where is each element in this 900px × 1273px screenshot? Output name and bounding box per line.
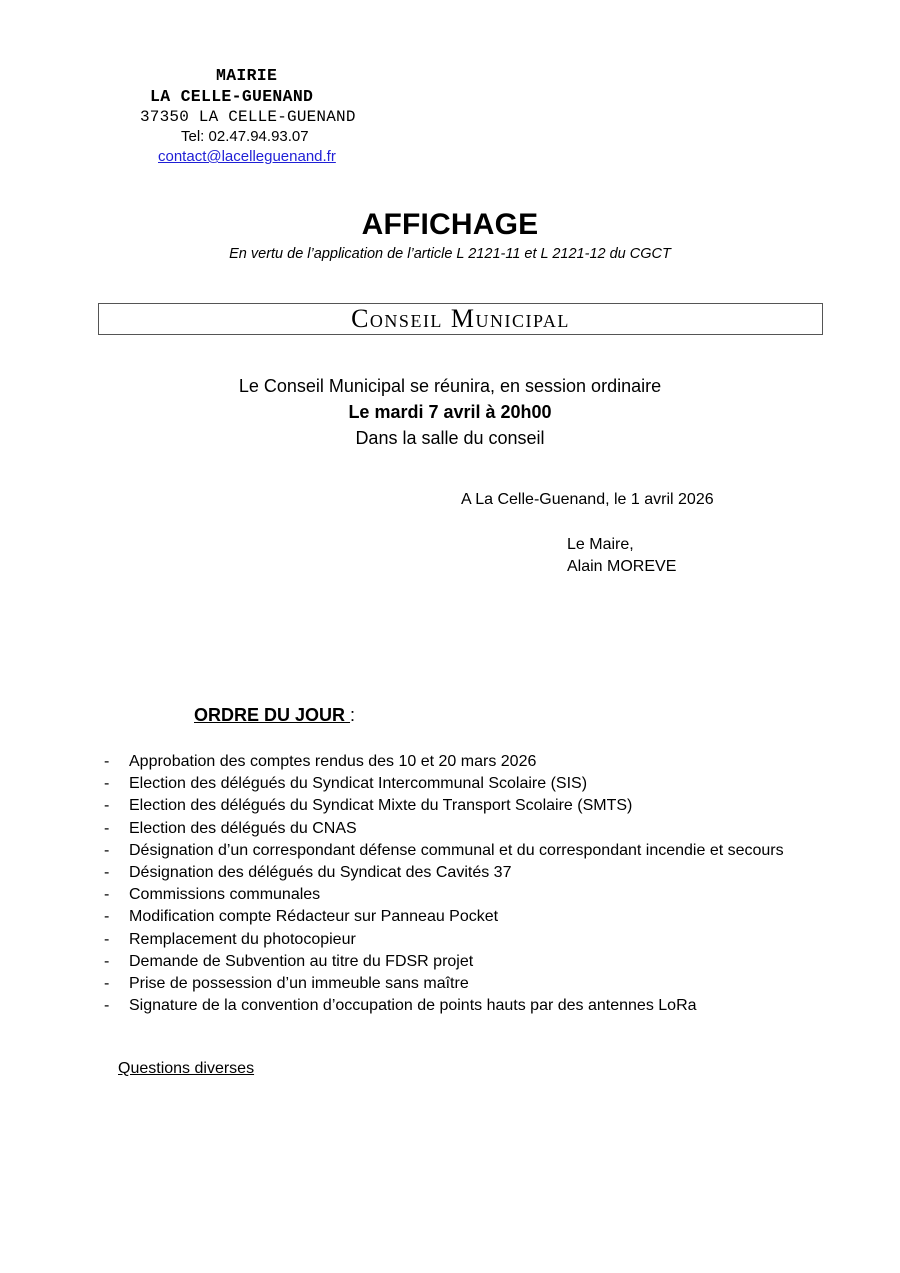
- session-date: Le mardi 7 avril à 20h00: [348, 402, 552, 422]
- agenda-item-text: Signature de la convention d’occupation de points hauts par des antennes LoRa: [129, 997, 697, 1015]
- bullet-dash: -: [104, 841, 110, 859]
- agenda-item-text: Election des délégués du Syndicat Mixte du Transport Scolaire (SMTS): [129, 797, 633, 815]
- bullet-dash: -: [104, 930, 110, 948]
- agenda-item-text: Désignation d’un correspondant défense communal et du correspondant incendie et secours: [129, 841, 784, 859]
- bullet-dash: -: [104, 753, 110, 770]
- bullet-dash: -: [104, 886, 110, 904]
- signature-title: Le Maire,: [567, 536, 634, 553]
- mairie-label: MAIRIE: [216, 66, 278, 85]
- legal-reference: En vertu de l’application de l’article L 2121-11 et L 2121-12 du CGCT: [229, 246, 671, 262]
- commune-name: LA CELLE-GUENAND: [150, 87, 314, 106]
- conseil-municipal-banner: Conseil Municipal: [98, 303, 823, 335]
- signature-name: Alain MOREVE: [567, 558, 677, 575]
- session-place: Dans la salle du conseil: [355, 428, 545, 448]
- agenda-item-text: Commissions communales: [129, 886, 321, 904]
- agenda-heading-text: ORDRE DU JOUR: [194, 705, 346, 725]
- email-link[interactable]: contact@lacelleguenand.fr: [158, 148, 336, 165]
- agenda-item-text: Prise de possession d’un immeuble sans maître: [129, 974, 469, 992]
- agenda-item-text: Désignation des délégués du Syndicat des Cavités 37: [129, 863, 512, 881]
- agenda-item-text: Election des délégués du CNAS: [129, 819, 357, 837]
- bullet-dash: -: [104, 863, 110, 881]
- postal-address: 37350 LA CELLE-GUENAND: [140, 108, 356, 126]
- telephone: Tel: 02.47.94.93.07: [181, 128, 309, 145]
- questions-diverses: Questions diverses: [118, 1060, 255, 1077]
- agenda-heading: [194, 705, 355, 726]
- agenda-heading-colon: :: [350, 705, 356, 725]
- bullet-dash: -: [104, 952, 110, 970]
- page-title: AFFICHAGE: [361, 208, 539, 241]
- bullet-dash: -: [104, 997, 110, 1015]
- agenda-item-text: Remplacement du photocopieur: [129, 930, 356, 948]
- agenda-item-text: Demande de Subvention au titre du FDSR projet: [129, 952, 474, 970]
- agenda-item-text: Modification compte Rédacteur sur Panneau Pocket: [129, 908, 499, 926]
- bullet-dash: -: [104, 974, 110, 992]
- agenda-item-text: Approbation des comptes rendus des 10 et 20 mars 2026: [129, 753, 537, 770]
- bullet-dash: -: [104, 908, 110, 926]
- bullet-dash: -: [104, 819, 110, 837]
- place-and-date: A La Celle-Guenand, le 1 avril 2026: [461, 491, 714, 508]
- agenda-item-text: Election des délégués du Syndicat Intercommunal Scolaire (SIS): [129, 775, 588, 793]
- session-intro: Le Conseil Municipal se réunira, en session ordinaire: [238, 376, 662, 396]
- bullet-dash: -: [104, 797, 110, 815]
- bullet-dash: -: [104, 775, 110, 793]
